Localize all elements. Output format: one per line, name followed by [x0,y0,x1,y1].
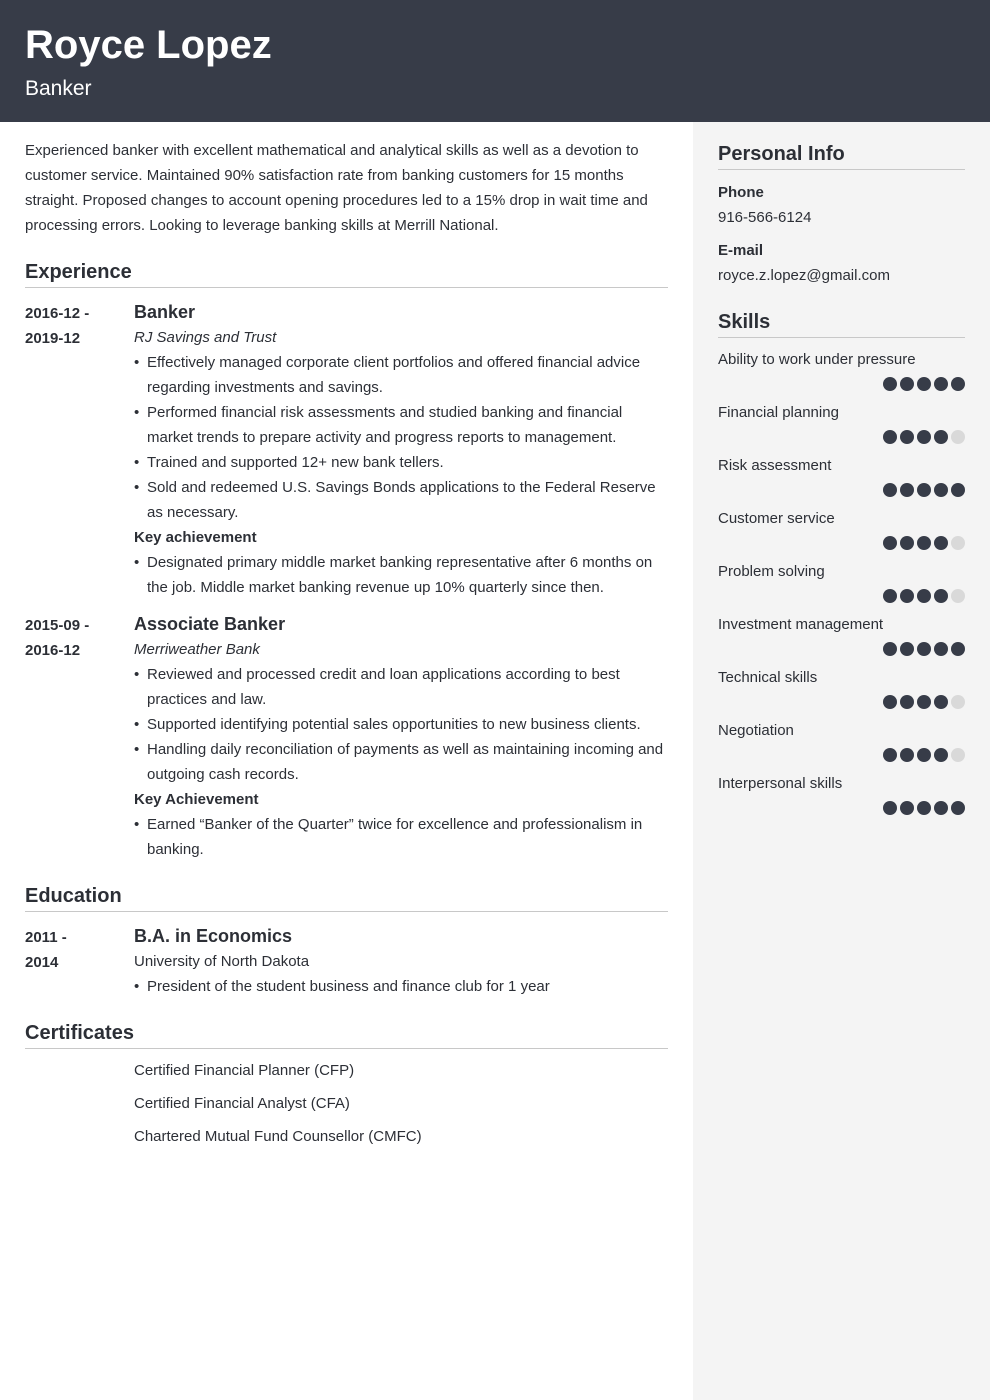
experience-entry [25,612,668,862]
bullet-text: President of the student business and finance club for 1 year [147,978,550,995]
skill-rating-dot [934,642,948,656]
skill-rating-dot [917,589,931,603]
skill-rating-dot [917,536,931,550]
bullet-item [134,812,668,862]
bullet-item [134,712,668,737]
candidate-role: Banker [25,77,92,100]
skill-rating-dot [883,748,897,762]
skill-rating-dot [900,536,914,550]
degree-title: B.A. in Economics [134,926,293,946]
skill-rating-dot [934,536,948,550]
bullet-item [134,550,668,600]
skill-name: Problem solving [718,563,825,580]
bullet-list [134,550,668,600]
skill-rating-dot [883,642,897,656]
skill-name: Investment management [718,616,884,633]
skill-rating-dot [900,377,914,391]
bullet-marker: • [134,978,140,995]
skill-name: Interpersonal skills [718,775,843,792]
skill-rating-dot [934,377,948,391]
bullet-item [134,737,668,787]
bullet-list [134,350,668,525]
certificate-item: Certified Financial Analyst (CFA) [134,1095,350,1112]
key-achievement-label: Key achievement [134,529,257,546]
bullet-item [134,475,668,525]
bullet-text: Earned “Banker of the Quarter” twice for excellence and professionalism in banking. [147,816,643,858]
bullet-text: Designated primary middle market banking representative after 6 months on the job. Middle market banking revenue up 10% quarterly since then. [147,554,653,596]
skill-rating-dot [934,748,948,762]
skill-rating-dot [917,483,931,497]
education-list [25,924,668,999]
date-start: 2016-12 - [25,305,90,322]
skill-rating-dot [951,430,965,444]
skill-item [718,562,965,603]
experience-entry [25,300,668,600]
bullet-list [134,812,668,862]
skill-name: Negotiation [718,722,794,739]
entry-body [134,300,668,600]
skill-rating-dot [934,483,948,497]
entry-body [134,924,668,999]
certificates-list [25,1061,668,1147]
bullet-marker: • [134,454,140,471]
skill-rating-dot [917,801,931,815]
skill-rating-dot [951,695,965,709]
bullet-marker: • [134,716,140,733]
bullet-text: Effectively managed corporate client portfolios and offered financial advice regarding investments and savings. [147,354,641,396]
skill-rating-dot [900,748,914,762]
skill-rating-dot [900,589,914,603]
bullet-text: Handling daily reconciliation of payments as well as maintaining incoming and outgoing cash records. [147,741,664,783]
bullet-item [134,974,668,999]
skill-rating [718,430,965,444]
bullet-marker: • [134,816,140,833]
skill-item [718,615,965,656]
bullet-marker: • [134,666,140,683]
skill-rating-dot [900,695,914,709]
bullet-item [134,400,668,450]
certificate-item: Chartered Mutual Fund Counsellor (CMFC) [134,1128,422,1145]
skill-rating-dot [883,695,897,709]
skill-rating-dot [951,589,965,603]
phone-value: 916-566-6124 [718,209,812,226]
skill-rating-dot [917,430,931,444]
skill-rating-dot [883,801,897,815]
candidate-name: Royce Lopez [25,23,272,67]
skills-title: Skills [718,310,965,338]
bullet-marker: • [134,741,140,758]
skill-rating-dot [951,377,965,391]
job-title: Associate Banker [134,614,286,634]
skill-rating-dot [900,483,914,497]
entry-dates [25,612,134,862]
bullet-text: Trained and supported 12+ new bank tellers. [147,454,444,471]
skill-rating [718,695,965,709]
date-end: 2014 [25,954,59,971]
skill-rating-dot [883,377,897,391]
skill-rating-dot [934,430,948,444]
entry-dates [25,300,134,600]
date-end: 2016-12 [25,642,81,659]
bullet-marker: • [134,479,140,496]
date-end: 2019-12 [25,330,81,347]
bullet-marker: • [134,554,140,571]
skills-list [718,350,965,815]
skill-item [718,509,965,550]
company-name: RJ Savings and Trust [134,329,277,346]
personal-info-title: Personal Info [718,142,965,170]
skill-rating-dot [951,748,965,762]
skill-rating-dot [917,642,931,656]
bullet-text: Sold and redeemed U.S. Savings Bonds applications to the Federal Reserve as necessary. [147,479,656,521]
main-column [0,122,693,1160]
sidebar [693,122,990,1400]
bullet-text: Supported identifying potential sales opportunities to new business clients. [147,716,641,733]
job-title: Banker [134,302,196,322]
skill-rating-dot [951,801,965,815]
skill-rating-dot [900,642,914,656]
bullet-marker: • [134,404,140,421]
skill-rating-dot [934,801,948,815]
skill-rating [718,377,965,391]
skill-item [718,774,965,815]
bullet-text: Performed financial risk assessments and studied banking and financial market trends to prepare activity and progress reports to management. [147,404,623,446]
date-start: 2011 - [25,929,67,946]
experience-list [25,300,668,862]
skill-rating-dot [934,695,948,709]
profile-summary: Experienced banker with excellent mathematical and analytical skills as well as a devotion to customer service. Maintained 90% satisfaction rate from banking customers for 15 months straight. Proposed changes to account opening procedures led to a 15% drop in wait time and processing errors. Looking to leverage banking skills at Merrill National. [25,142,648,234]
skill-rating-dot [900,430,914,444]
resume-header [0,0,990,122]
education-section-title: Education [25,884,668,912]
bullet-item [134,350,668,400]
skill-rating [718,589,965,603]
certificates-section-title: Certificates [25,1021,668,1049]
skill-rating [718,642,965,656]
skill-item [718,456,965,497]
skill-name: Financial planning [718,404,839,421]
skill-name: Ability to work under pressure [718,351,916,368]
skill-rating-dot [900,801,914,815]
skill-rating-dot [883,483,897,497]
skill-rating [718,483,965,497]
bullet-text: Reviewed and processed credit and loan applications according to best practices and law. [147,666,620,708]
skill-rating-dot [883,430,897,444]
bullet-item [134,450,668,475]
phone-label: Phone [718,184,764,201]
skill-rating [718,801,965,815]
date-start: 2015-09 - [25,617,90,634]
skill-rating-dot [934,589,948,603]
key-achievement-label: Key Achievement [134,791,259,808]
skill-item [718,350,965,391]
skill-rating [718,748,965,762]
skill-name: Customer service [718,510,835,527]
email-value: royce.z.lopez@gmail.com [718,267,890,284]
bullet-list [134,662,668,787]
bullet-marker: • [134,354,140,371]
skill-rating-dot [951,536,965,550]
bullet-item [134,662,668,712]
skill-item [718,721,965,762]
skill-item [718,403,965,444]
skill-rating-dot [951,483,965,497]
skill-rating-dot [917,695,931,709]
certificate-item: Certified Financial Planner (CFP) [134,1062,355,1079]
bullet-list [134,974,668,999]
company-name: Merriweather Bank [134,641,260,658]
skill-rating-dot [883,589,897,603]
skill-rating-dot [951,642,965,656]
skill-name: Risk assessment [718,457,832,474]
experience-section-title: Experience [25,260,668,288]
skill-item [718,668,965,709]
skill-name: Technical skills [718,669,818,686]
skill-rating-dot [917,748,931,762]
education-entry [25,924,668,999]
email-label: E-mail [718,242,764,259]
entry-dates [25,924,134,999]
skill-rating [718,536,965,550]
school-name: University of North Dakota [134,953,310,970]
skill-rating-dot [883,536,897,550]
entry-body [134,612,668,862]
skill-rating-dot [917,377,931,391]
